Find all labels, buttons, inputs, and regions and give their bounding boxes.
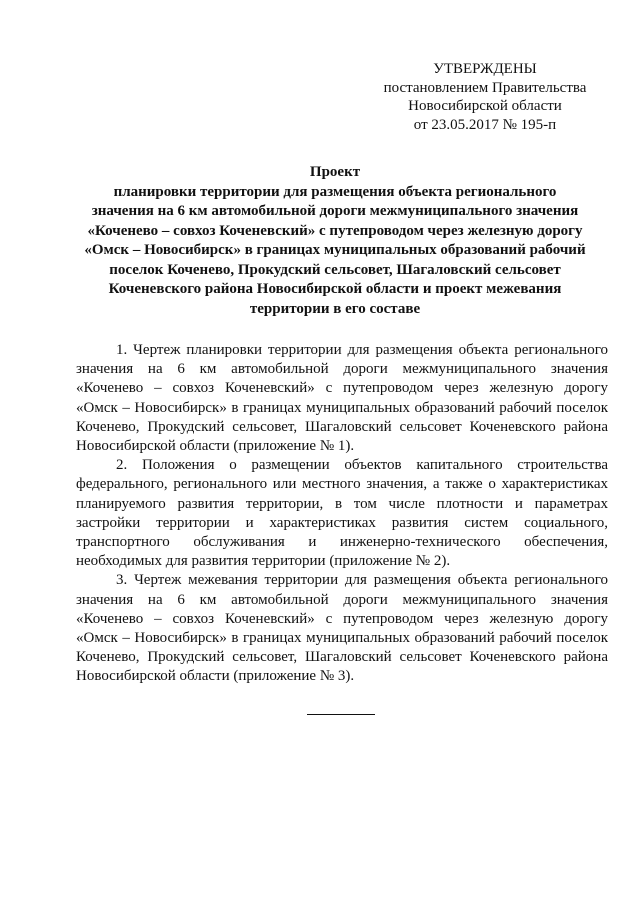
approval-region: Новосибирской области	[408, 98, 562, 114]
paragraph-line: необходимых для развития территории (приложение № 2).	[76, 553, 451, 570]
paragraph-line: значения на 6 км автомобильной дороги межмуниципального значения	[76, 591, 608, 608]
paragraph-line: федерального, регионального или местного значения, а также о характеристиках	[76, 476, 608, 493]
paragraph-line: 1. Чертеж планировки территории для размещения объекта регионального	[116, 342, 608, 358]
document-body	[76, 341, 608, 687]
paragraph-line: Коченево, Прокудский сельсовет, Шагаловский сельсовет Коченевского района	[76, 418, 608, 435]
title-line: Проект	[309, 164, 361, 180]
paragraph-line: Коченево, Прокудский сельсовет, Шагаловский сельсовет Коченевского района	[76, 649, 608, 666]
paragraph-line: значения на 6 км автомобильной дороги межмуниципального значения	[76, 361, 608, 378]
approval-stamp	[370, 60, 600, 134]
end-divider	[307, 714, 375, 715]
paragraph-line: Новосибирской области (приложение № 3).	[76, 668, 355, 685]
title-line: «Коченево – совхоз Коченевский» с путепроводом через железную дорогу	[87, 222, 583, 239]
title-line: Коченевского района Новосибирской области и проект межевания	[108, 281, 562, 297]
title-line: территории в его составе	[249, 300, 421, 317]
approval-date-number: от 23.05.2017 № 195-п	[413, 116, 557, 133]
paragraph-line: планируемого развития территории, в том числе плотности и параметрах	[76, 495, 608, 512]
paragraph-line: «Коченево – совхоз Коченевский» с путепроводом через железную дорогу	[76, 610, 608, 627]
approval-issuer: постановлением Правительства	[383, 79, 587, 96]
paragraph-1	[76, 341, 608, 456]
paragraph-line: 3. Чертеж межевания территории для размещения объекта регионального	[116, 572, 608, 589]
title-line: «Омск – Новосибирск» в границах муниципальных образований рабочий	[84, 242, 586, 258]
title-line: значения на 6 км автомобильной дороги межмуниципального значения	[91, 203, 579, 219]
paragraph-line: 2. Положения о размещении объектов капитального строительства	[116, 457, 608, 474]
title-line: планировки территории для размещения объекта регионального	[113, 183, 557, 200]
paragraph-line: Новосибирской области (приложение № 1).	[76, 438, 355, 455]
paragraph-3	[76, 571, 608, 686]
paragraph-line: застройки территории и характеристиках развития систем социального,	[76, 514, 608, 531]
paragraph-line: «Омск – Новосибирск» в границах муниципальных образований рабочий поселок	[76, 399, 608, 416]
paragraph-line: транспортного обслуживания и инженерно-технического обеспечения,	[76, 534, 608, 551]
approval-heading: УТВЕРЖДЕНЫ	[433, 61, 537, 77]
paragraph-2	[76, 456, 608, 571]
paragraph-line: «Коченево – совхоз Коченевский» с путепроводом через железную дорогу	[76, 380, 608, 397]
document-title	[60, 163, 610, 319]
paragraph-line: «Омск – Новосибирск» в границах муниципальных образований рабочий поселок	[76, 630, 608, 647]
title-line: поселок Коченево, Прокудский сельсовет, Шагаловский сельсовет	[109, 261, 561, 278]
